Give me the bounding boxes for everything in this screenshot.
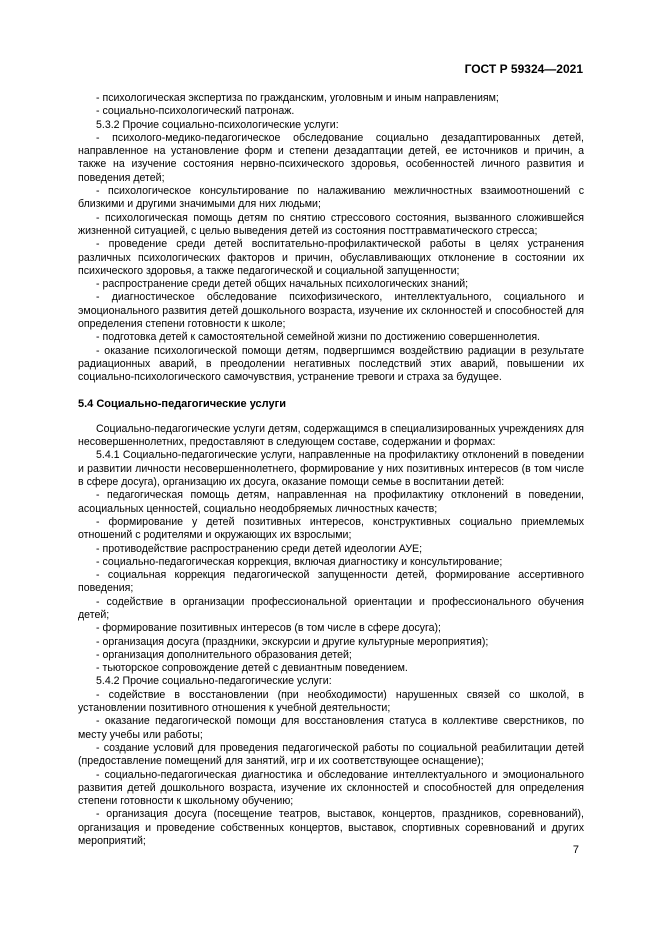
paragraph: - психолого-медико-педагогическое обследование социально дезадаптированных детей, направленное на установление форм и степени дезадаптации детей, ее источников и причин, а также на изучение состояния нервно-психического здоровья, особенностей личного развития и поведения детей; [78, 131, 584, 184]
paragraph: Социально-педагогические услуги детям, содержащимся в специализированных учреждениях для несовершеннолетних, предоставляют в следующем составе, содержании и формах: [78, 422, 584, 449]
paragraph: - организация досуга (праздники, экскурсии и другие культурные мероприятия); [96, 635, 489, 648]
paragraph: 5.3.2 Прочие социально-психологические услуги: [96, 118, 339, 131]
paragraph: - психологическая помощь детям по снятию стрессового состояния, вызванного сложившейся жизненной ситуацией, с целью выведения детей из состояния посттравматического стресса; [78, 211, 584, 237]
document-code: ГОСТ Р 59324—2021 [464, 62, 583, 76]
paragraph: - проведение среди детей воспитательно-профилактической работы в целях устранения различных психологических факторов и причин, обуславливающих отклонение в состоянии их психического здоровья, а также педагогической и социальной запущенности; [78, 238, 584, 277]
page-number: 7 [572, 844, 579, 856]
paragraph: - формирование у детей позитивных интересов, конструктивных социально приемлемых отношений с родителями и окружающих их взрослыми; [78, 515, 584, 542]
document-body [78, 92, 584, 848]
paragraph: - формирование позитивных интересов (в том числе в сфере досуга); [96, 622, 441, 635]
paragraph: - социально-психологический патронаж. [96, 105, 295, 118]
paragraph: - психологическое консультирование по налаживанию межличностных взаимоотношений с близкими и другими значимыми для них людьми; [78, 185, 584, 211]
paragraph: - педагогическая помощь детям, направленная на профилактику отклонений в поведении, асоциальных ценностей, социально неодобряемых личностных качеств; [78, 489, 584, 515]
paragraph: - тьюторское сопровождение детей с девиантным поведением. [96, 662, 408, 675]
paragraph: - противодействие распространению среди детей идеологии АУЕ; [96, 542, 423, 555]
paragraph: - психологическая экспертиза по гражданским, уголовным и иным направлениям; [96, 92, 499, 104]
paragraph: - социально-педагогическая диагностика и обследование интеллектуального и эмоционального развития детей дошкольного возраста, изучение их склонностей и способностей для определения степени готовности к школьному обучению; [78, 768, 584, 808]
paragraph: - социально-педагогическая коррекция, включая диагностику и консультирование; [96, 555, 503, 568]
paragraph: - оказание психологической помощи детям, подвергшимся воздействию радиации в результате радиационных аварий, в преодолении негативных последствий этих аварий, повышении их социально-психологического самочувствия, устранение тревоги и страха за будущее. [78, 344, 584, 384]
paragraph: 5.4.2 Прочие социально-педагогические услуги: [96, 675, 332, 688]
paragraph: 5.4.1 Социально-педагогические услуги, направленные на профилактику отклонений в поведении и развитии личности несовершеннолетнего, формирование у них позитивных интересов (в том числе в сфере досуга), организацию их досуга, оказание помощи семье в воспитании детей: [78, 449, 584, 489]
paragraph: - диагностическое обследование психофизического, интеллектуального, социального и эмоционального развития детей дошкольного возраста, изучение их склонностей и способностей для определения степени готовности к школе; [78, 291, 584, 331]
paragraph: - содействие в организации профессиональной ориентации и профессионального обучения детей; [78, 595, 584, 621]
paragraph: - содействие в восстановлении (при необходимости) нарушенных связей со школой, в установлении позитивного отношения к учебной деятельности; [78, 688, 584, 715]
section-heading: 5.4 Социально-педагогические услуги [78, 397, 286, 410]
paragraph: - оказание педагогической помощи для восстановления статуса в коллективе сверстников, по месту учебы или работы; [78, 715, 584, 741]
paragraph: - организация досуга (посещение театров, выставок, концертов, праздников, соревнований), организация и проведение собственных концертов, выставок, спортивных соревнований и других мероприятий; [78, 808, 584, 848]
paragraph: - подготовка детей к самостоятельной семейной жизни по достижению совершеннолетия. [96, 331, 540, 344]
paragraph: - социальная коррекция педагогической запущенности детей, формирование ассертивного поведения; [78, 569, 584, 595]
paragraph: - организация дополнительного образования детей; [96, 648, 352, 661]
paragraph: - создание условий для проведения педагогической работы по социальной реабилитации детей (предоставление помещений для занятий, игр и их соответствующее оснащение); [78, 741, 584, 768]
paragraph: - распространение среди детей общих начальных психологических знаний; [96, 278, 469, 291]
